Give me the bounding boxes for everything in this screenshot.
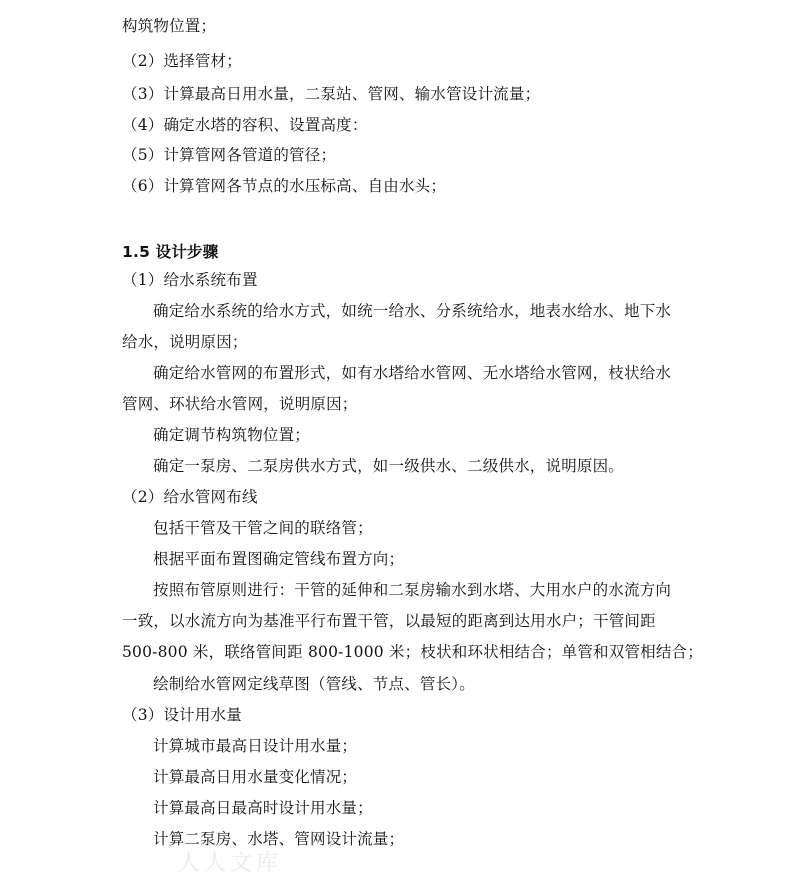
step3-paragraph3: 计算最高日最高时设计用水量；	[153, 799, 373, 817]
step1-paragraph2-line1: 确定给水管网的布置形式，如有水塔给水管网、无水塔给水管网，枝状给水	[153, 364, 672, 382]
section-heading: 1.5 设计步骤	[122, 243, 219, 261]
step2-title: （2）给水管网布线	[122, 488, 258, 506]
step3-paragraph1: 计算城市最高日设计用水量；	[153, 737, 358, 755]
top-continuation-text: 构筑物位置；	[122, 17, 217, 35]
step2-paragraph3-line2: 一致，以水流方向为基准平行布置干管，以最短的距离到达用水户；干管间距	[122, 612, 656, 630]
step1-paragraph4: 确定一泵房、二泵房供水方式，如一级供水、二级供水，说明原因。	[153, 457, 625, 475]
step1-paragraph2-line2: 管网、环状给水管网，说明原因；	[122, 395, 358, 413]
watermark-text: 人人文库	[178, 851, 283, 876]
requirement-item-5: （5）计算管网各管道的管径；	[122, 146, 337, 164]
step1-paragraph1-line2: 给水，说明原因；	[122, 333, 248, 351]
requirement-item-4: （4）确定水塔的容积、设置高度：	[122, 116, 368, 134]
step2-paragraph3-line3: 500-800 米，联络管间距 800-1000 米；枝状和环状相结合；单管和双管相结合；	[122, 643, 703, 661]
step3-paragraph4: 计算二泵房、水塔、管网设计流量；	[153, 830, 405, 848]
requirement-item-6: （6）计算管网各节点的水压标高、自由水头；	[122, 177, 447, 195]
requirement-item-2: （2）选择管材；	[122, 52, 242, 70]
step2-paragraph2: 根据平面布置图确定管线布置方向；	[153, 550, 405, 568]
step1-title: （1）给水系统布置	[122, 271, 258, 289]
step3-paragraph2: 计算最高日用水量变化情况；	[153, 768, 358, 786]
step1-paragraph3: 确定调节构筑物位置；	[153, 426, 311, 444]
requirement-item-3: （3）计算最高日用水量，二泵站、管网、输水管设计流量；	[122, 85, 541, 103]
step2-paragraph3-line1: 按照布管原则进行：干管的延伸和二泵房输水到水塔、大用水户的水流方向	[153, 581, 672, 599]
step2-paragraph4: 绘制给水管网定线草图（管线、节点、管长）。	[153, 675, 475, 693]
step2-paragraph1: 包括干管及干管之间的联络管；	[153, 519, 373, 537]
step3-title: （3）设计用水量	[122, 706, 242, 724]
step1-paragraph1-line1: 确定给水系统的给水方式，如统一给水、分系统给水，地表水给水、地下水	[153, 302, 672, 320]
